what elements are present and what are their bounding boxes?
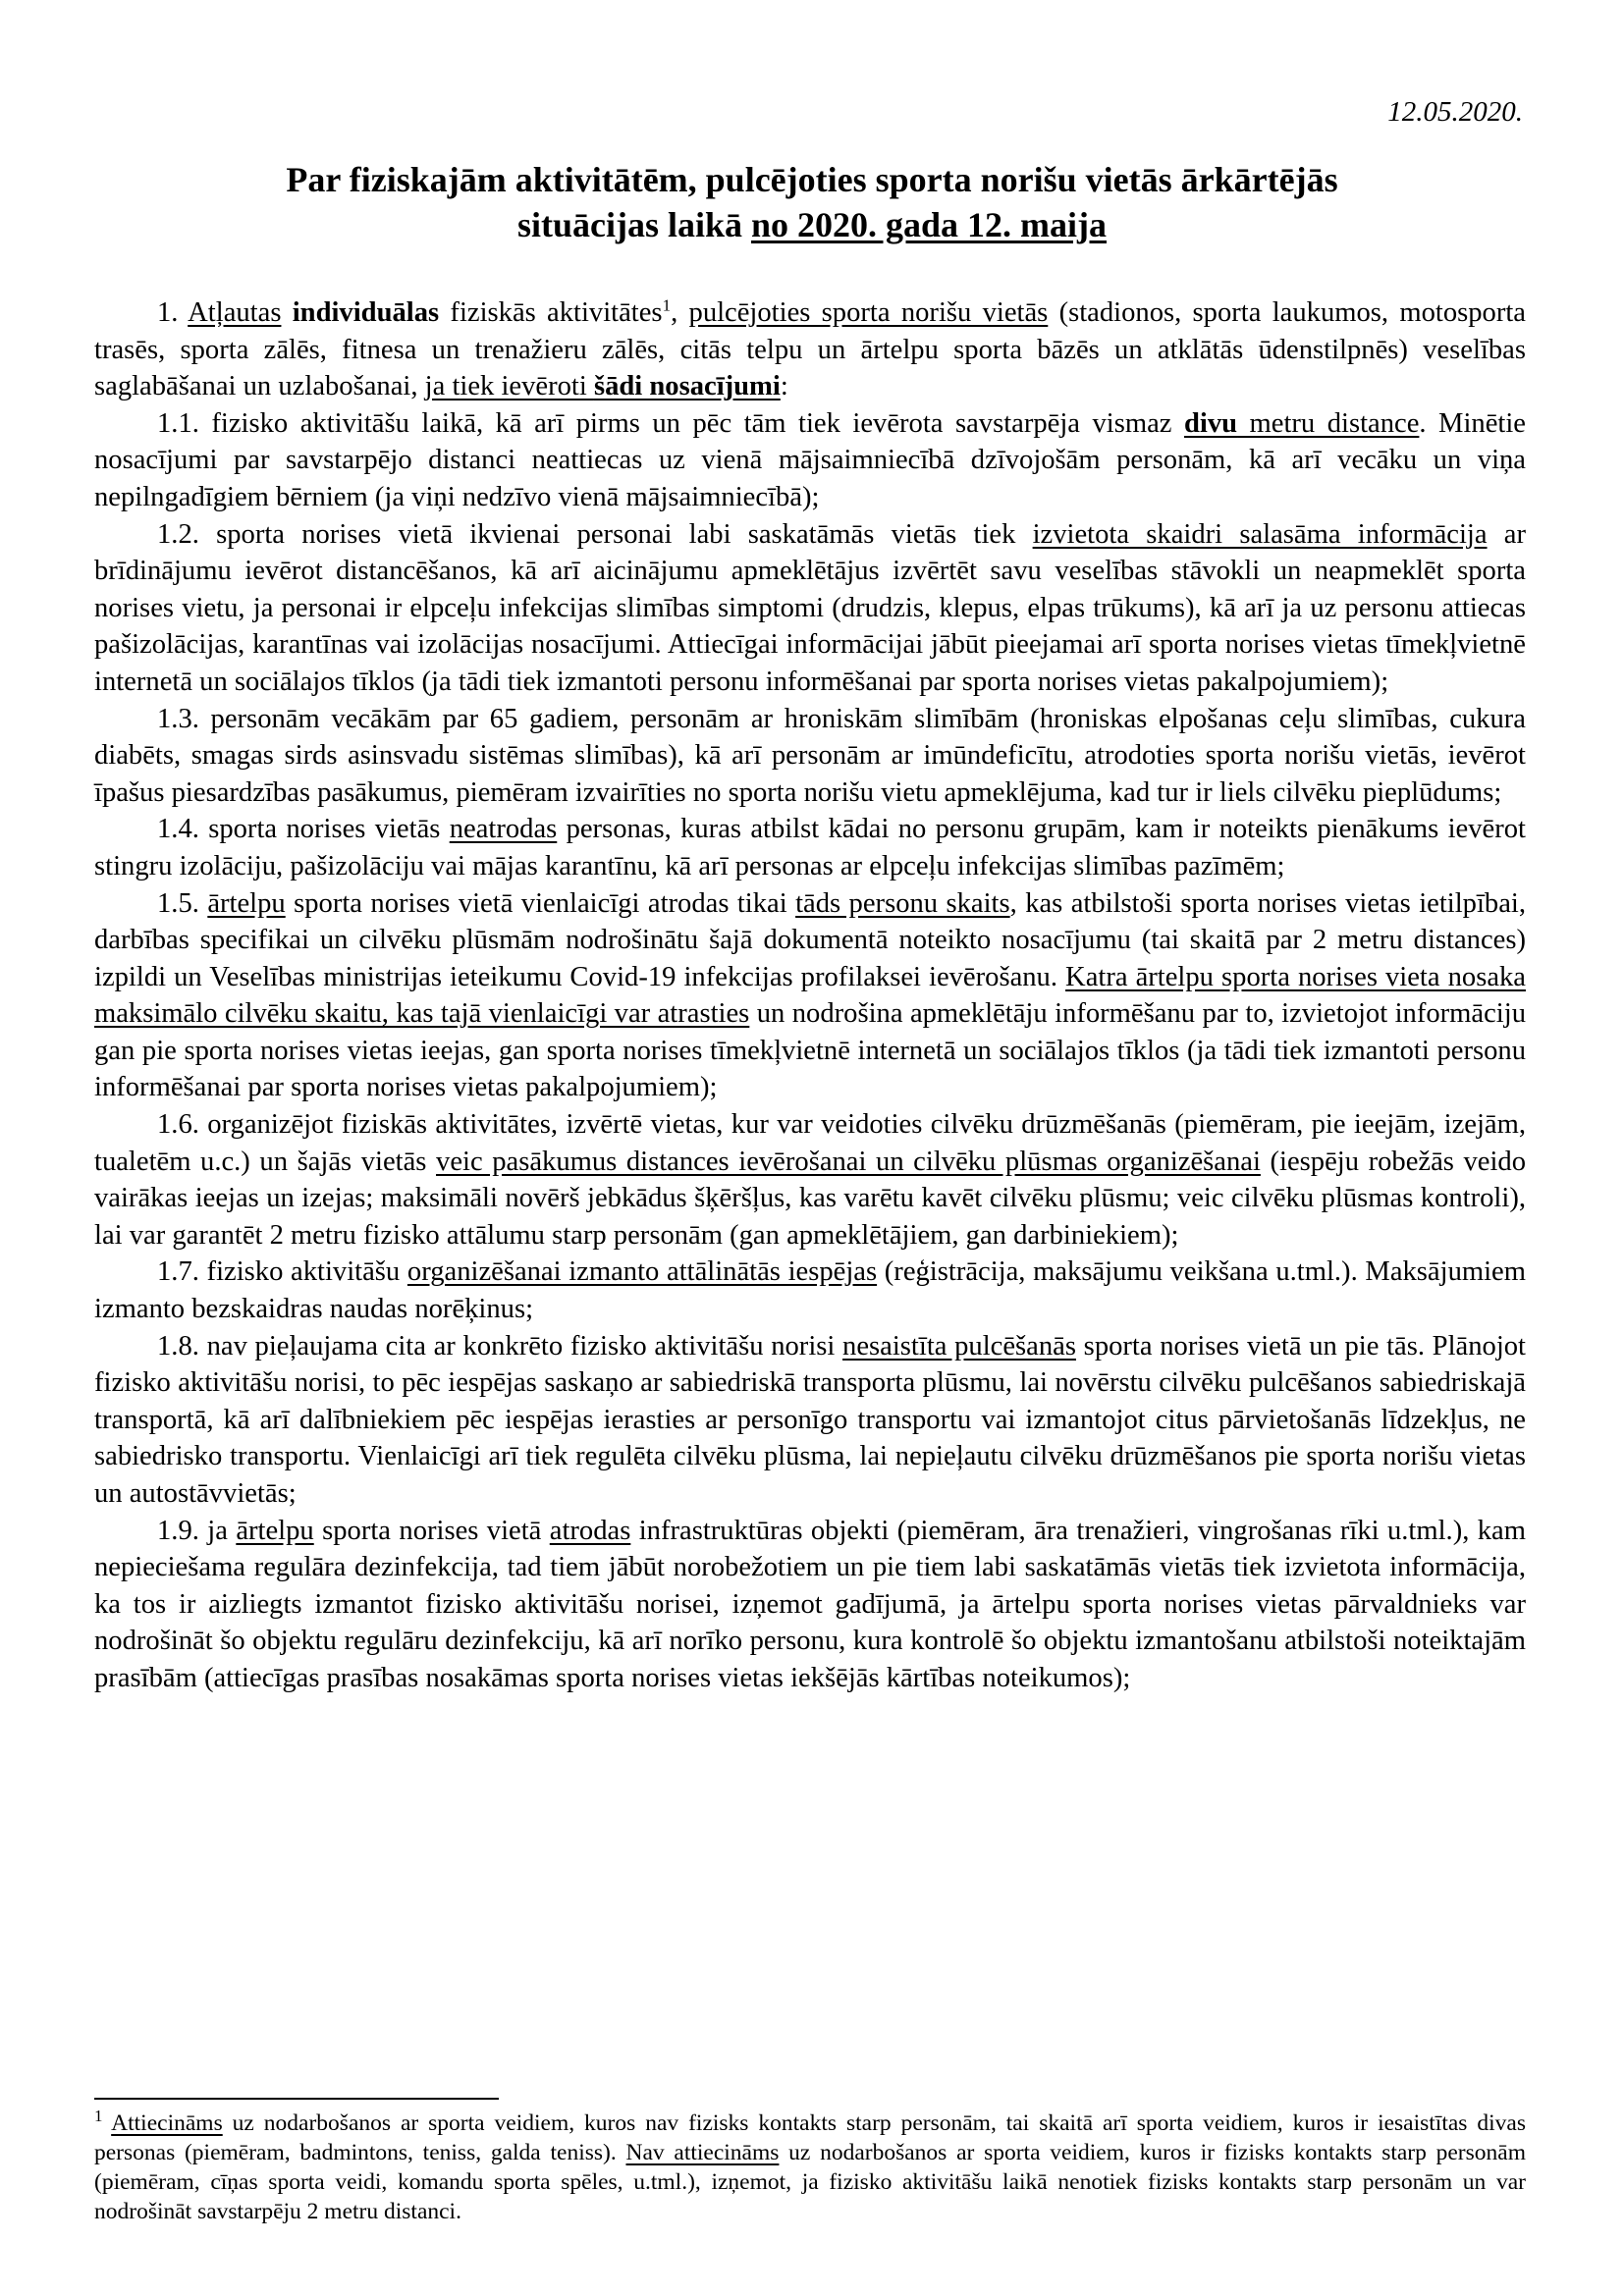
underlined-text: Katra ārtelpu sporta norises vieta nosaka maksimālo cilvēku skaitu, kas tajā vienlaicīgi var atrasties — [94, 961, 1526, 1030]
underlined-text: metru distance — [1237, 407, 1420, 439]
text-run: sporta norises vietā vienlaicīgi atrodas tikai — [285, 887, 796, 919]
text-run: sporta norises vietā un pie tās. Plānojot fizisko aktivitāšu norisi, to pēc iespējas saskaņo ar sabiedriskā transporta plūsmu, lai novērstu cilvēku pulcēšanos sabiedriskajā transportā, kā arī dalībniekiem pēc iespējas ierasties ar personīgo transportu vai izmantojot citus pārvietošanās līdzekļus, ne sabiedrisko transportu. Vienlaicīgi arī tiek regulēta cilvēku plūsma, lai nepieļautu cilvēku drūzmēšanos pie sporta norišu vietas un autostāvvietās; — [94, 1330, 1527, 1509]
text-run: uz nodarbošanos ar sporta veidiem, kuros nav fizisks kontakts starp personām, tai skaitā arī sporta veidiem, kuros ir iesaistītas divas personas (piemēram, badmintons, teniss, galda teniss). — [94, 2110, 1526, 2165]
bold-text: šādi nosacījumi — [593, 371, 781, 402]
text-run: personas, kuras atbilst kādai no personu grupām, kam ir noteikts pienākums ievērot stingru izolāciju, pašizolāciju vai mājas karantīnu, kā arī personas ar elpceļu infekcijas slimības pazīmēm; — [94, 814, 1526, 881]
text-run: . Minētie nosacījumi par savstarpējo distanci neattiecas uz vienā mājsaimniecībā dzīvojošām personām, kā arī vecāku un viņa nepilngadīgiem bērniem (ja viņi nedzīvo vienā mājsaimniecībā); — [94, 407, 1526, 512]
underlined-text: izvietota skaidri salasāma informācija — [1032, 518, 1488, 550]
underlined-text: pulcējoties sporta norišu vietās — [688, 297, 1049, 328]
text-run: (reģistrācija, maksājumu veikšana u.tml.). Maksājumiem izmanto bezskaidras naudas norēķinus; — [94, 1256, 1526, 1325]
paragraph-1 — [94, 294, 1526, 405]
underlined-text — [425, 371, 781, 401]
text-run: fiziskās aktivitātes — [439, 297, 663, 328]
title-date-underlined: no 2020. gada 12. maija — [751, 205, 1108, 244]
paragraph-1-6 — [94, 1106, 1526, 1254]
underlined-text: tāds personu skaits — [795, 887, 1010, 919]
text-run: 1.2. sporta norises vietā ikvienai personai labi saskatāmās vietās tiek — [157, 518, 1033, 550]
underlined-text: organizēšanai izmanto attālinātās iespējas — [406, 1256, 878, 1288]
paragraph-1-9 — [94, 1513, 1526, 1697]
paragraph-1-7 — [94, 1254, 1526, 1327]
text-run: infrastruktūras objekti (piemēram, āra trenažieri, vingrošanas rīki u.tml.), kam nepieciešama regulāra dezinfekcija, tad tiem jābūt norobežotiem un pie tiem labi saskatāmās vietās tiek izvietota informācija, ka tos ir aizliegts izmantot fizisko aktivitāšu norisei, izņemot gadījumā, ja ārtelpu sporta norises vietas pārvaldnieks var nodrošināt šo objektu regulāru dezinfekciju, kā arī norīko personu, kura kontrolē šo objektu izmantošanu atbilstoši noteiktajām prasībām (attiecīgas prasības nosakāmas sporta norises vietas iekšējās kārtības noteikumos); — [94, 1515, 1526, 1693]
underlined-text: Atļautas — [188, 297, 282, 328]
text-run: (stadionos, sporta laukumos, motosporta trasēs, sporta zālēs, fitnesa un trenažieru zālēs, citās telpu un ārtelpu sporta bāzēs un atklātās ūdenstilpnēs) veselības saglabāšanai un uzlabošanai, — [94, 297, 1526, 402]
underlined-text: neatrodas — [449, 814, 558, 845]
paragraph-1-2 — [94, 516, 1526, 701]
text-run: 1.5. — [157, 887, 208, 919]
text-run: , kas atbilstoši sporta norises vietas ietilpībai, darbības specifikai un cilvēku plūsmām nodrošinātu šajā dokumentā noteikto nosacījumu (tai skaitā par 2 metru distances) izpildi un Veselības ministrijas ieteikumu Covid-19 infekcijas profilaksei ievērošanu. — [94, 887, 1526, 992]
text-run: 1. — [157, 297, 189, 328]
text-run: 1.3. personām vecākām par 65 gadiem, personām ar hroniskām slimībām (hroniskas elpošanas ceļu slimības, cukura diabēts, smagas sirds asinsvadu sistēmas slimības), kā arī personām ar imūndeficītu, atrodoties sporta norišu vietās, ievērot īpašus piesardzības pasākumus, piemēram izvairīties no sporta norišu vietu apmeklējuma, kad tur ir liels cilvēku pieplūdums; — [94, 703, 1526, 808]
text-run — [103, 2110, 112, 2136]
text-run: 1.9. ja — [157, 1515, 237, 1546]
text-run: ar brīdinājumu ievērot distancēšanos, kā arī aicinājumu apmeklētājus izvērtēt savu veselības stāvokli un neapmeklēt sporta norises vietu, ja personai ir elpceļu infekcijas slimības simptomi (drudzis, klepus, elpas trūkums), kā arī ja uz personu attiecas pašizolācijas, karantīnas vai izolācijas nosacījumi. Attiecīgai informācijai jābūt pieejamai arī sporta norises vietas tīmekļvietnē internetā un sociālajos tīklos (ja tādi tiek izmantoti personu informēšanai par sporta norises vietas pakalpojumiem); — [94, 518, 1526, 697]
text-run: 1.1. fizisko aktivitāšu laikā, kā arī pirms un pēc tām tiek ievērota savstarpēja vismaz — [157, 407, 1184, 439]
text-run: : — [780, 371, 788, 402]
title-line-1: Par fiziskajām aktivitātēm, pulcējoties sporta norišu vietās ārkārtējās — [286, 160, 1338, 199]
underlined-text: Attiecināms — [111, 2110, 223, 2136]
text-run: un nodrošina apmeklētāju informēšanu par to, izvietojot informāciju gan pie sporta norises vietas ieejas, gan sporta norises tīmekļvietnē internetā un sociālajos tīklos (ja tādi tiek izmantoti personu informēšanai par sporta norises vietas pakalpojumiem); — [94, 998, 1526, 1103]
text-run: ja tiek ievēroti — [424, 371, 594, 402]
title-line-2: situācijas laikā — [516, 205, 751, 244]
document-title — [108, 157, 1516, 247]
footnote-reference: 1 — [662, 295, 672, 315]
text-run: 1.8. nav pieļaujama cita ar konkrēto fizisko aktivitāšu norisi — [157, 1330, 843, 1362]
text-run — [281, 297, 292, 328]
underlined-text: Nav attiecināms — [625, 2140, 780, 2165]
document-date: 12.05.2020. — [1387, 96, 1523, 128]
underlined-text: nesaistīta pulcēšanās — [842, 1330, 1076, 1362]
document-body — [94, 294, 1526, 1697]
text-run: sporta norises vietā — [313, 1515, 550, 1546]
bold-underlined-text: divu — [1183, 407, 1238, 439]
text-run: 1.7. fizisko aktivitāšu — [157, 1256, 407, 1288]
text-run: , — [671, 297, 689, 328]
underlined-text: atrodas — [549, 1515, 631, 1546]
underlined-text: ārtelpu — [207, 887, 286, 919]
paragraph-1-8 — [94, 1328, 1526, 1513]
bold-text: individuālas — [292, 297, 440, 328]
paragraph-1-1 — [94, 405, 1526, 516]
footnote-divider — [94, 2098, 499, 2100]
paragraph-1-3 — [94, 701, 1526, 812]
footnote — [94, 2109, 1526, 2226]
text-run: (iespēju robežās veido vairākas ieejas un izejas; maksimāli novērš jebkādus šķēršļus, kas varētu kavēt cilvēku plūsmu; veic cilvēku plūsmas kontroli), lai var garantēt 2 metru fizisko attālumu starp personām (gan apmeklētājiem, gan darbiniekiem); — [94, 1146, 1526, 1251]
text-run: 1.4. sporta norises vietās — [157, 814, 450, 845]
paragraph-1-4 — [94, 811, 1526, 884]
text-run: 1.6. organizējot fiziskās aktivitātes, izvērtē vietas, kur var veidoties cilvēku drūzmēšanās (piemēram, pie ieejām, izejām, tualetēm u.c.) un šajās vietās — [94, 1109, 1526, 1177]
underlined-text: veic pasākumus distances ievērošanai un cilvēku plūsmas organizēšanai — [436, 1146, 1261, 1177]
underlined-text: ārtelpu — [236, 1515, 314, 1546]
footnote-number: 1 — [94, 2107, 103, 2126]
text-run: uz nodarbošanos ar sporta veidiem, kuros ir fizisks kontakts starp personām (piemēram, cīņas sporta veidi, komandu sporta spēles, u.tml.), izņemot, ja fizisko aktivitāšu laikā nenotiek fizisks kontakts starp personām un var nodrošināt savstarpēju 2 metru distanci. — [94, 2140, 1526, 2224]
paragraph-1-5 — [94, 885, 1526, 1107]
